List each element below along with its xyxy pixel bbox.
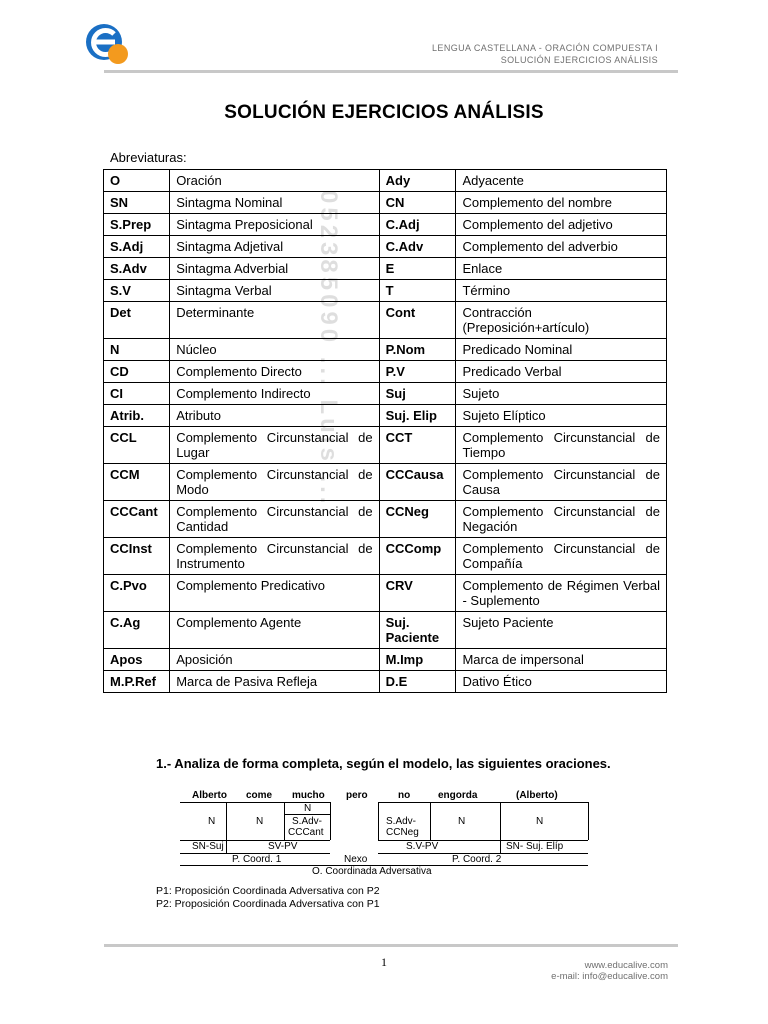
- abbr-code: CCL: [104, 427, 170, 464]
- divider: [378, 802, 379, 840]
- abbr-code: D.E: [379, 671, 456, 693]
- abbr-meaning: Complemento del adjetivo: [456, 214, 667, 236]
- abbr-meaning: Complemento del adverbio: [456, 236, 667, 258]
- abbr-meaning: Atributo: [170, 405, 379, 427]
- abbr-code: N: [104, 339, 170, 361]
- abbr-meaning: Contracción (Preposición+artículo): [456, 302, 667, 339]
- abbr-code: S.Prep: [104, 214, 170, 236]
- abbreviation-row: [104, 280, 667, 302]
- abbr-code: Suj. Elip: [379, 405, 456, 427]
- abbreviation-row: [104, 575, 667, 612]
- l2-sn-suj: SN-Suj: [192, 841, 224, 852]
- abbr-code: CCNeg: [379, 501, 456, 538]
- mucho-nucleus: N: [304, 803, 312, 814]
- abbr-code: S.Adj: [104, 236, 170, 258]
- abbr-meaning: Sintagma Adjetival: [170, 236, 379, 258]
- abbr-code: CD: [104, 361, 170, 383]
- l1-come-n: N: [256, 816, 264, 827]
- footer-website-link[interactable]: www.educalive.com: [584, 960, 668, 971]
- line-word-under: [378, 802, 588, 803]
- abbreviation-row: [104, 192, 667, 214]
- abbr-code: Apos: [104, 649, 170, 671]
- header-subject: LENGUA CASTELLANA - ORACIÓN COMPUESTA I: [432, 43, 658, 53]
- abbr-meaning: Aposición: [170, 649, 379, 671]
- abbr-code: Suj: [379, 383, 456, 405]
- l1-engorda-n: N: [458, 816, 466, 827]
- abbreviation-row: [104, 302, 667, 339]
- abbr-meaning: Complemento Indirecto: [170, 383, 379, 405]
- line-mucho-n: [284, 814, 330, 815]
- abbr-meaning: Determinante: [170, 302, 379, 339]
- footer-email-link[interactable]: e-mail: info@educalive.com: [551, 971, 668, 982]
- divider: [226, 802, 227, 840]
- abbr-meaning: Complemento de Régimen Verbal - Suplemento: [456, 575, 667, 612]
- abbr-meaning: Complemento Circunstancial de Tiempo: [456, 427, 667, 464]
- abbr-meaning: Complemento Circunstancial de Compañía: [456, 538, 667, 575]
- divider: [226, 840, 227, 853]
- l1-no-sadv: S.Adv-: [386, 816, 417, 827]
- page-title: SOLUCIÓN EJERCICIOS ANÁLISIS: [224, 102, 544, 123]
- educalive-logo-icon: [84, 20, 132, 68]
- l2-sv-pv-2: S.V-PV: [406, 841, 439, 852]
- abbr-code: Ady: [379, 170, 456, 192]
- l2-sn-suj-elip: SN- Suj. Elíp: [506, 841, 564, 852]
- abbreviation-row: [104, 649, 667, 671]
- abbr-meaning: Marca de Pasiva Refleja: [170, 671, 379, 693]
- abbr-meaning: Sujeto: [456, 383, 667, 405]
- abbr-meaning: Complemento Circunstancial de Lugar: [170, 427, 379, 464]
- word-no: no: [398, 790, 411, 801]
- abbr-code: P.Nom: [379, 339, 456, 361]
- divider: [284, 802, 285, 840]
- abbr-code: Cont: [379, 302, 456, 339]
- abbreviation-row: [104, 258, 667, 280]
- exercise-heading: 1.- Analiza de forma completa, según el modelo, las siguientes oraciones.: [156, 756, 611, 771]
- abbreviations-table: [103, 169, 667, 693]
- abbr-code: S.Adv: [104, 258, 170, 280]
- abbreviation-row: [104, 501, 667, 538]
- abbr-code: Suj. Paciente: [379, 612, 456, 649]
- l2-sv-pv: SV-PV: [268, 841, 298, 852]
- abbr-meaning: Predicado Nominal: [456, 339, 667, 361]
- abbr-code: C.Pvo: [104, 575, 170, 612]
- abbr-meaning: Predicado Verbal: [456, 361, 667, 383]
- watermark-text: 052385090 ... Luis ...: [315, 190, 342, 508]
- abbr-code: CCT: [379, 427, 456, 464]
- abbr-meaning: Sintagma Preposicional: [170, 214, 379, 236]
- word-alberto: Alberto: [192, 790, 227, 801]
- footer-divider: [104, 944, 678, 947]
- word-mucho: mucho: [292, 790, 325, 801]
- abbr-code: CCCant: [104, 501, 170, 538]
- abbreviation-row: [104, 236, 667, 258]
- abbreviation-row: [104, 361, 667, 383]
- abbr-meaning: Complemento Predicativo: [170, 575, 379, 612]
- abbr-meaning: Complemento del nombre: [456, 192, 667, 214]
- abbr-meaning: Adyacente: [456, 170, 667, 192]
- abbreviation-row: [104, 427, 667, 464]
- abbreviation-row: [104, 405, 667, 427]
- l1-mucho-sadv: S.Adv-: [292, 816, 323, 827]
- word-alberto-elided: (Alberto): [516, 790, 558, 801]
- abbreviation-row: [104, 339, 667, 361]
- abbreviation-row: [104, 671, 667, 693]
- header-section: SOLUCIÓN EJERCICIOS ANÁLISIS: [500, 55, 658, 65]
- word-pero: pero: [346, 790, 368, 801]
- abbreviation-row: [104, 383, 667, 405]
- abbr-meaning: Sintagma Nominal: [170, 192, 379, 214]
- analysis-diagram: [180, 788, 590, 882]
- abbr-meaning: Complemento Circunstancial de Instrumento: [170, 538, 379, 575]
- divider: [500, 802, 501, 840]
- abbreviation-row: [104, 214, 667, 236]
- abbr-code: CN: [379, 192, 456, 214]
- abbr-meaning: Sintagma Verbal: [170, 280, 379, 302]
- l1-mucho-cccant: CCCant: [288, 827, 324, 838]
- abbr-code: Atrib.: [104, 405, 170, 427]
- abbr-code: CCCausa: [379, 464, 456, 501]
- footer-contact: [551, 960, 668, 982]
- abbr-code: M.Imp: [379, 649, 456, 671]
- page-number: 1: [381, 955, 387, 969]
- abbr-meaning: Sintagma Adverbial: [170, 258, 379, 280]
- abbr-code: SN: [104, 192, 170, 214]
- word-engorda: engorda: [438, 790, 478, 801]
- word-come: come: [246, 790, 273, 801]
- l1-no-ccneg: CCNeg: [386, 827, 419, 838]
- abbr-meaning: Marca de impersonal: [456, 649, 667, 671]
- abbr-code: C.Adv: [379, 236, 456, 258]
- abbreviation-row: [104, 464, 667, 501]
- header: [432, 42, 658, 66]
- divider: [330, 802, 331, 840]
- abbr-meaning: Sujeto Paciente: [456, 612, 667, 649]
- abbr-code: O: [104, 170, 170, 192]
- note-p2: P2: Proposición Coordinada Adversativa con P1: [156, 898, 380, 910]
- abbr-meaning: Oración: [170, 170, 379, 192]
- abbr-meaning: Complemento Agente: [170, 612, 379, 649]
- abbr-meaning: Complemento Directo: [170, 361, 379, 383]
- l4-oracion: O. Coordinada Adversativa: [312, 866, 432, 877]
- abbr-meaning: Enlace: [456, 258, 667, 280]
- abbr-code: C.Adj: [379, 214, 456, 236]
- abbr-meaning: Complemento Circunstancial de Negación: [456, 501, 667, 538]
- l1-alberto-n: N: [536, 816, 544, 827]
- divider: [500, 840, 501, 853]
- abbr-code: CCInst: [104, 538, 170, 575]
- abbr-code: CCM: [104, 464, 170, 501]
- abbr-meaning: Complemento Circunstancial de Causa: [456, 464, 667, 501]
- header-divider: [104, 70, 678, 73]
- note-p1: P1: Proposición Coordinada Adversativa con P2: [156, 885, 380, 897]
- abbreviation-row: [104, 612, 667, 649]
- abbr-meaning: Término: [456, 280, 667, 302]
- abbr-meaning: Dativo Ético: [456, 671, 667, 693]
- abbr-code: CRV: [379, 575, 456, 612]
- abbr-code: CCComp: [379, 538, 456, 575]
- abbr-code: E: [379, 258, 456, 280]
- abbreviation-row: [104, 538, 667, 575]
- abbr-meaning: Complemento Circunstancial de Cantidad: [170, 501, 379, 538]
- abbr-code: CI: [104, 383, 170, 405]
- abbr-meaning: Sujeto Elíptico: [456, 405, 667, 427]
- l3-coord-1: P. Coord. 1: [232, 854, 282, 865]
- l1-alberto-n: N: [208, 816, 216, 827]
- abbr-code: C.Ag: [104, 612, 170, 649]
- divider: [588, 802, 589, 840]
- divider: [430, 802, 431, 840]
- l3-coord-2: P. Coord. 2: [452, 854, 502, 865]
- l3-nexo: Nexo: [344, 854, 368, 865]
- abbr-code: M.P.Ref: [104, 671, 170, 693]
- abbr-meaning: Complemento Circunstancial de Modo: [170, 464, 379, 501]
- abbr-code: P.V: [379, 361, 456, 383]
- abbreviation-row: [104, 170, 667, 192]
- abbr-code: T: [379, 280, 456, 302]
- abbr-code: Det: [104, 302, 170, 339]
- abbreviations-heading: Abreviaturas:: [110, 150, 187, 165]
- abbr-meaning: Núcleo: [170, 339, 379, 361]
- abbr-code: S.V: [104, 280, 170, 302]
